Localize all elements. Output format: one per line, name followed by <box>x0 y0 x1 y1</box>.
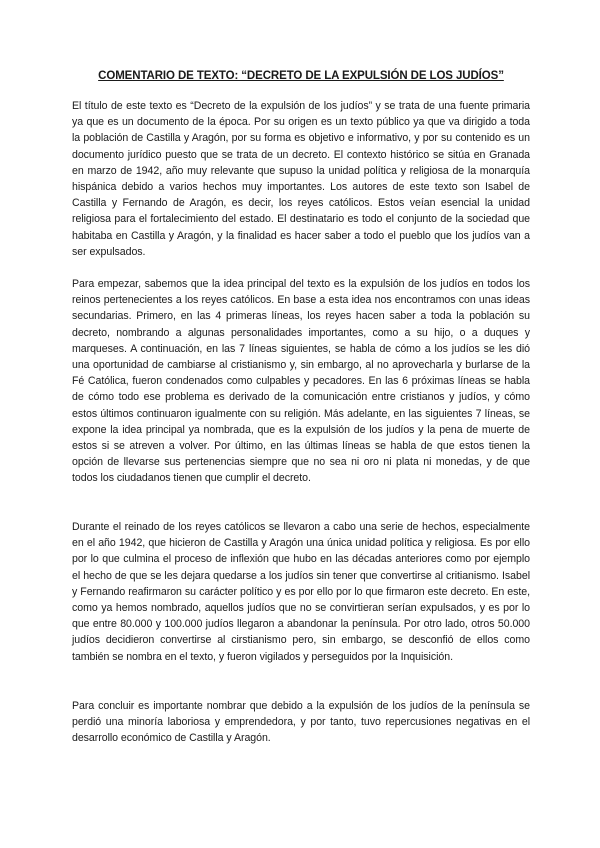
paragraph-context: Durante el reinado de los reyes católicos se llevaron a cabo una serie de hechos, especialmente en el año 1942, que hicieron de Castilla y Aragón una única unidad política y religiosa. Es por ello por lo que culmina el proceso de inflexión que hubo en las décadas anteriores como por ejemplo el hecho de que se les dejara quedarse a los judíos sin tener que convertirse al critianismo. Isabel y Fernando reafirmaron su carácter político y es por ello por lo que firmaron este decreto. En este, como ya hemos nombrado, aquellos judíos que no se convirtieran serían expulsados, y es por lo que entre 80.000 y 100.000 judíos llegaron a abandonar la península. Por otro lado, otros 50.000 judíos decidieron convertirse al cirstianismo pero, sin embargo, se desconfió de ellos como también se nombra en el texto, y fueron vigilados y perseguidos por la Inquisición. <box>72 521 530 663</box>
paragraph-introduction: El título de este texto es “Decreto de la expulsión de los judíos” y se trata de una fuente primaria ya que es un documento de la época. Por su origen es un texto público ya que va dirigido a toda la población de Castilla y Aragón, por su forma es objetivo e informativo, y por su contenido es un documento jurídico puesto que se trata de un decreto. El contexto histórico se sitúa en Granada en marzo de 1942, año muy relevante que supuso la unidad política y religiosa de la monarquía hispánica debido a varios hechos muy importantes. Los autores de este texto son Isabel de Castilla y Fernando de Aragón, es decir, los reyes católicos. Estos veían esencial la unidad religiosa para el fortalecimiento del estado. El destinatario es todo el conjunto de la sociedad que habitaba en Castilla y Aragón, y la finalidad es hacer saber a todo el pueblo que los judíos van a ser expulsados. <box>72 100 530 258</box>
paragraph-conclusion: Para concluir es importante nombrar que debido a la expulsión de los judíos de la península se perdió una minoría laboriosa y emprendedora, y por tanto, tuvo repercusiones negativas en el desarrollo económico de Castilla y Aragón. <box>72 700 530 745</box>
paragraph-analysis: Para empezar, sabemos que la idea principal del texto es la expulsión de los judíos en todos los reinos pertenecientes a los reyes católicos. En base a esta idea nos encontramos con unas ideas secundarias. Primero, en las 4 primeras líneas, los reyes hacen saber a toda la población su decreto, nombrando a algunas personalidades importantes, como a su hijo, o a duques y marqueses. A continuación, en las 7 líneas siguientes, se habla de cómo a los judíos se les dió una oportunidad de cambiarse al cristianismo y, sin embargo, al no aprovecharla y burlarse de la Fé Católica, fueron condenados como culpables y pecadores. En las 6 próximas líneas se habla de cómo todo ese problema es derivado de la comunicación entre cristianos y judíos, y cómo estos últimos continuaron igualmente con su religión. Más adelante, en las siguientes 7 líneas, se expone la idea principal ya nombrada, que es la expulsión de los judíos y la pena de muerte de estos si se atreven a volver. Por último, en las últimas líneas se habla de que estos tienen la opción de llevarse sus pertenencias siempre que no sea ni oro ni plata ni monedas, y de que todos los ciudadanos tienen que cumplir el decreto. <box>72 278 530 485</box>
document-title: COMENTARIO DE TEXTO: “DECRETO DE LA EXPULSIÓN DE LOS JUDÍOS” <box>98 70 504 82</box>
